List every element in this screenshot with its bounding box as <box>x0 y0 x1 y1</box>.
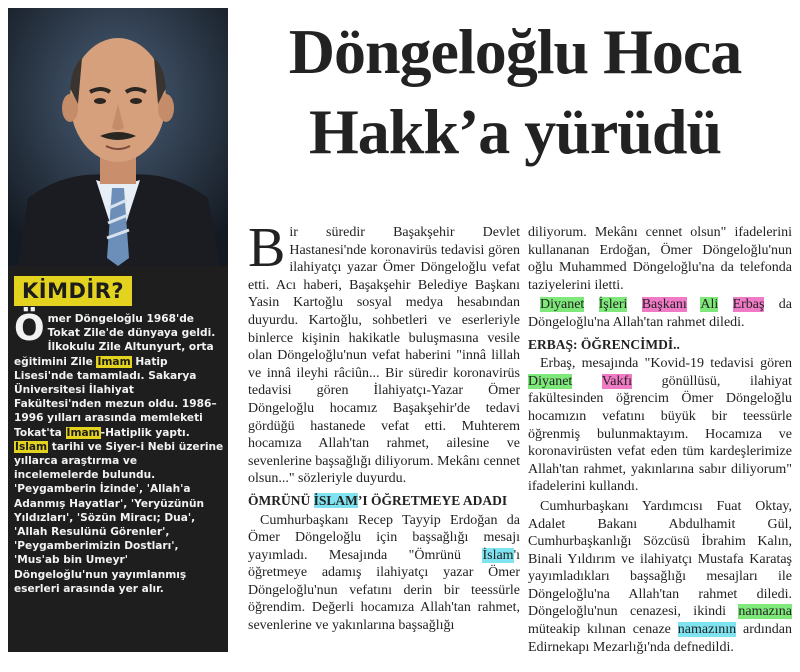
paragraph-text: müteakip kılınan cenaze <box>528 622 678 638</box>
paragraph-text: da Döngeloğlu'na Allah'tan rahmet diledi. <box>528 297 792 330</box>
highlight-term: Ali <box>700 297 719 313</box>
headline-line-1: Döngeloğlu Hoca <box>288 16 742 87</box>
highlight-term: İmam <box>97 355 131 368</box>
bio-text: Hatip Lisesi'nde tamamladı. Sakarya Üniversitesi İlahiyat Fakültesi'nden mezun oldu. 1986–1996 yılları arasında memleketi Tokat'ta <box>14 355 217 439</box>
highlight-term: Diyanet <box>540 297 585 313</box>
subheading-text: ÖMRÜNÜ <box>248 492 314 508</box>
subheading-text: ’I ÖĞRETMEYE ADADI <box>357 492 508 508</box>
article-column-2 <box>528 224 792 658</box>
highlight-term: İmam <box>66 426 100 439</box>
paragraph: diliyorum. Mekânı cennet olsun" ifadelerini kullananan Erdoğan, Ömer Döngeloğlu'nun oğlu Muhammed Döngeloğlu'na da telefonda taziyelerini iletti. <box>528 225 792 293</box>
portrait-photo <box>8 8 228 266</box>
highlight-term: İşleri <box>598 297 628 313</box>
paragraph-text: Cumhurbaşkanı Yardımcısı Fuat Oktay, Adalet Bakanı Abdulhamit Gül, Cumhurbaşkanlığı Sözcüsü İbrahim Kalın, Binali Yıldırım ve ilahiyatçı Mustafa Karataş yayımladıkları başsağlığı mesajları ile Döngeloğlu'na Allah'tan rahmet diledi. Döngeloğlu'nun cenazesi, ikindi <box>528 498 792 620</box>
paragraph-text: Cumhurbaşkanı Recep Tayyip Erdoğan da Ömer Döngeloğlu için başsağlığı mesajı yayımladı. Mesajında "Ömrünü <box>248 512 520 563</box>
highlight-term: namazına <box>738 604 792 620</box>
highlight-term: İSLAM <box>313 492 358 508</box>
paragraph-text: Erbaş, mesajında "Kovid-19 tedavisi gören <box>540 356 792 372</box>
paragraph-text: 'ı öğretmeye adamış ilahiyatçı yazar Ömer Döngeloğlu'nun vefatını derin bir teessürle öğrendim. Değerli hocamıza Allah'tan rahmet, sevenlerine ve yakınlarına başsağlığı <box>248 547 520 634</box>
paragraph <box>248 512 520 635</box>
highlight-term: Başkanı <box>641 297 687 313</box>
paragraph-text: gönüllüsü, ilahiyat fakültesinden öğrencim Ömer Döngeloğlu hocamızın vefatını büyük bir teessürle öğrenmiş bulunmaktayım. Hocamıza ve koronavirüsten vefat eden tüm kardeşlerimize Allah'tan rahmet, yakınlarına sabır diliyorum" ifadelerini kullandı. <box>528 373 792 495</box>
highlight-term: İslam <box>482 547 514 563</box>
article-headline <box>240 12 790 172</box>
highlight-term: Vakfı <box>601 373 633 389</box>
paragraph-text: ir süredir Başakşehir Devlet Hastanesi'nde koronavirüs tedavisi gören ilahiyatçı yazar Ömer Döngeloğlu vefat etti. Acı haberi, Başakşehir Belediye Başkanı Yasin Kartoğlu sosyal medya hesabından duyurdu. Kartoğlu, sohbetleri ve eserleriyle binlerce kişinin hakikatle buluşmasına vesile olan Döngeloğlu'nun vefat haberini "innâ lillah ve innâ ileyhi râciûn... Bir süredir koronavirüs tedavisi gören İlahiyatçı-Yazar Ömer Döngeloğlu hocamız Başakşehir'de tedavi gördüğü hastanede vefat etti. Muhterem hocamıza Allah'tan rahmet, ailesine ve sevenlerine başsağlığı diliyorum. Mekânı cennet olsun..." sözleriyle duyurdu. <box>248 225 520 487</box>
paragraph <box>528 498 792 656</box>
sidebar-profile-box <box>8 8 228 652</box>
paragraph <box>248 217 520 488</box>
highlight-term: namazının <box>677 622 737 638</box>
biography-text <box>14 308 224 596</box>
headline-line-2: Hakk’a yürüdü <box>308 96 722 167</box>
highlight-term: Erbaş <box>732 297 765 313</box>
article-column-1 <box>248 217 520 637</box>
bio-text: mer Döngeloğlu 1968'de Tokat Zile'de dünyaya geldi. İlkokulu Zile Altunyurt, orta eğitimini Zile <box>14 313 216 368</box>
subheading: ERBAŞ: ÖĞRENCİMDİ.. <box>528 336 680 352</box>
subheading <box>248 492 520 510</box>
paragraph-text: ardından Edirnekapı Mezarlığı'nda defnedildi. <box>528 622 792 655</box>
article-dropcap: B <box>248 217 286 279</box>
highlight-term: Diyanet <box>528 373 573 389</box>
paragraph <box>528 296 792 331</box>
bio-dropcap: Ö <box>14 308 45 349</box>
highlight-term: İslam <box>15 440 48 453</box>
paragraph <box>528 355 792 496</box>
bio-text: tarihi ve Siyer-i Nebi üzerine yıllarca araştırma ve incelemelerde bulundu. 'Peygamberin İzinde', 'Allah'a Adanmış Hayatlar', 'Yeryüzünün Yıldızları', 'Sözün Miracı; Dua', 'Allah Resulünü Görenler', 'Peygamberimizin Dostları', 'Mus'ab bin Umeyr' Döngeloğlu'nun yayımlanmış eserleri arasında yer alır. <box>14 440 224 595</box>
kimdir-label: KİMDİR? <box>14 276 132 306</box>
bio-text: -Hatiplik yaptı. <box>100 426 190 439</box>
